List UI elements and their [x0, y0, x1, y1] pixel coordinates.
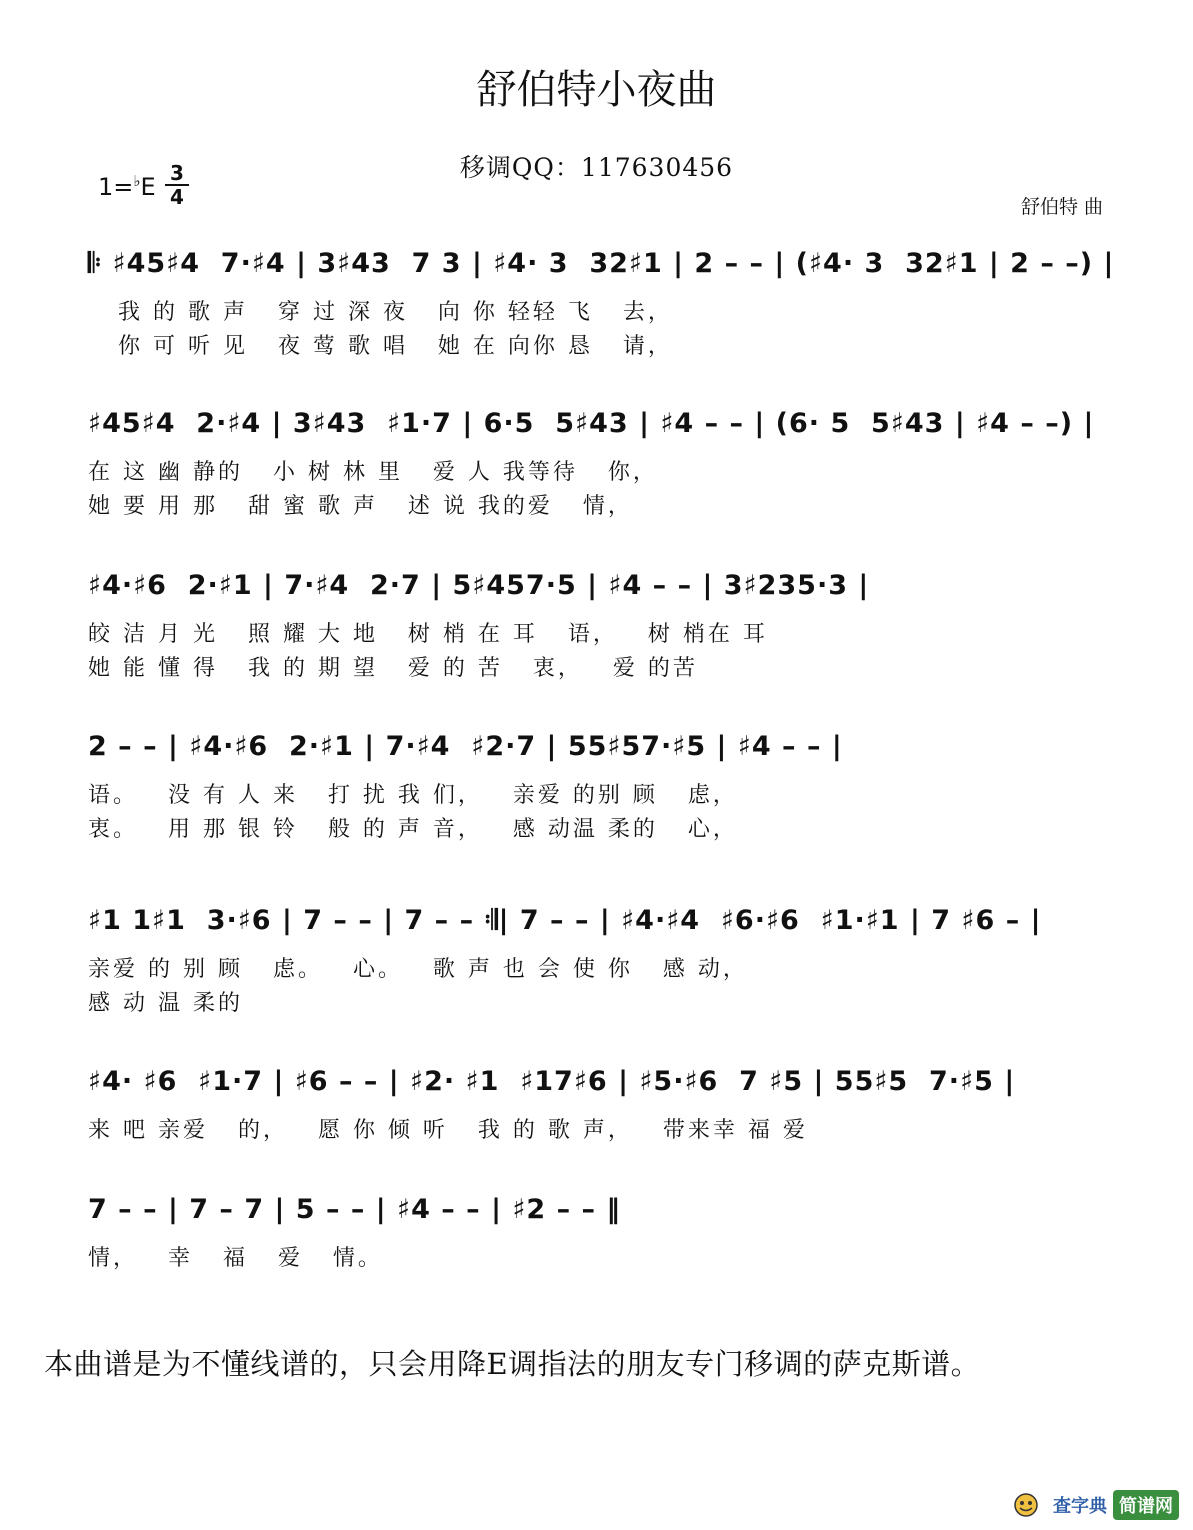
lyric-verse-2: 她 要 用 那 甜 蜜 歌 声 述 说 我的爱 情，: [88, 494, 633, 519]
footer-note: 本曲谱是为不懂线谱的，只会用降E调指法的朋友专门移调的萨克斯谱。: [44, 1347, 981, 1381]
lyric-verse-2: 你 可 听 见 夜 莺 歌 唱 她 在 向你 恳 请，: [118, 334, 673, 359]
notation-line: ♯4·♯6 2·♯1 | 7·♯4 2·7 | 5♯457·5 | ♯4 – – | 3♯235·3 |: [88, 570, 870, 601]
notation-line: 𝄆 ♯45♯4 7·♯4 | 3♯43 7 3 | ♯4· 3 32♯1 | 2 – – | (♯4· 3 32♯1 | 2 – –) |: [88, 248, 1115, 279]
time-signature: 3 4: [165, 162, 189, 208]
notation-line: ♯1 1♯1 3·♯6 | 7 – – | 7 – – 𝄇| 7 – – | ♯4·♯4 ♯6·♯6 ♯1·♯1 | 7 ♯6 – |: [88, 905, 1042, 936]
lyric-verse-1: 在 这 幽 静的 小 树 林 里 爱 人 我等待 你，: [88, 460, 658, 485]
notation-line: 2 – – | ♯4·♯6 2·♯1 | 7·♯4 ♯2·7 | 55♯57·♯5 | ♯4 – – |: [88, 731, 843, 762]
lyric-verse-1: 来 吧 亲爱 的， 愿 你 倾 听 我 的 歌 声， 带来幸 福 爱: [88, 1118, 808, 1143]
subtitle: 移调QQ：117630456: [459, 153, 734, 182]
lyric-verse-1: 亲爱 的 别 顾 虑。 心。 歌 声 也 会 使 你 感 动，: [88, 957, 748, 982]
lyric-verse-1: 语。 没 有 人 来 打 扰 我 们， 亲爱 的别 顾 虑，: [88, 783, 738, 808]
lyric-verse-2: 衷。 用 那 银 铃 般 的 声 音， 感 动温 柔的 心，: [88, 817, 738, 842]
lyric-verse-2: 感 动 温 柔的: [88, 991, 243, 1016]
logo-icon: [1013, 1492, 1047, 1518]
notation-line: ♯4· ♯6 ♯1·7 | ♯6 – – | ♯2· ♯1 ♯17♯6 | ♯5·♯6 7 ♯5 | 55♯5 7·♯5 |: [88, 1066, 1016, 1097]
lyric-verse-2: 她 能 懂 得 我 的 期 望 爱 的 苦 衷， 爱 的苦: [88, 656, 698, 681]
key-signature: 1=♭E: [98, 172, 156, 201]
lyric-verse-1: 皎 洁 月 光 照 耀 大 地 树 梢 在 耳 语， 树 梢在 耳: [88, 622, 768, 647]
page-title: 舒伯特小夜曲: [476, 67, 717, 113]
notation-line: ♯45♯4 2·♯4 | 3♯43 ♯1·7 | 6·5 5♯43 | ♯4 – – | (6· 5 5♯43 | ♯4 – –) |: [88, 408, 1095, 439]
lyric-verse-1: 我 的 歌 声 穿 过 深 夜 向 你 轻轻 飞 去，: [118, 300, 673, 325]
notation-line: 7 – – | 7 – 7 | 5 – – | ♯4 – – | ♯2 – – ‖: [88, 1194, 621, 1225]
composer-credit: 舒伯特 曲: [1020, 196, 1103, 218]
site-logo: 查字典 简谱网: [1013, 1490, 1179, 1520]
lyric-verse-1: 情， 幸 福 爱 情。: [88, 1246, 383, 1271]
